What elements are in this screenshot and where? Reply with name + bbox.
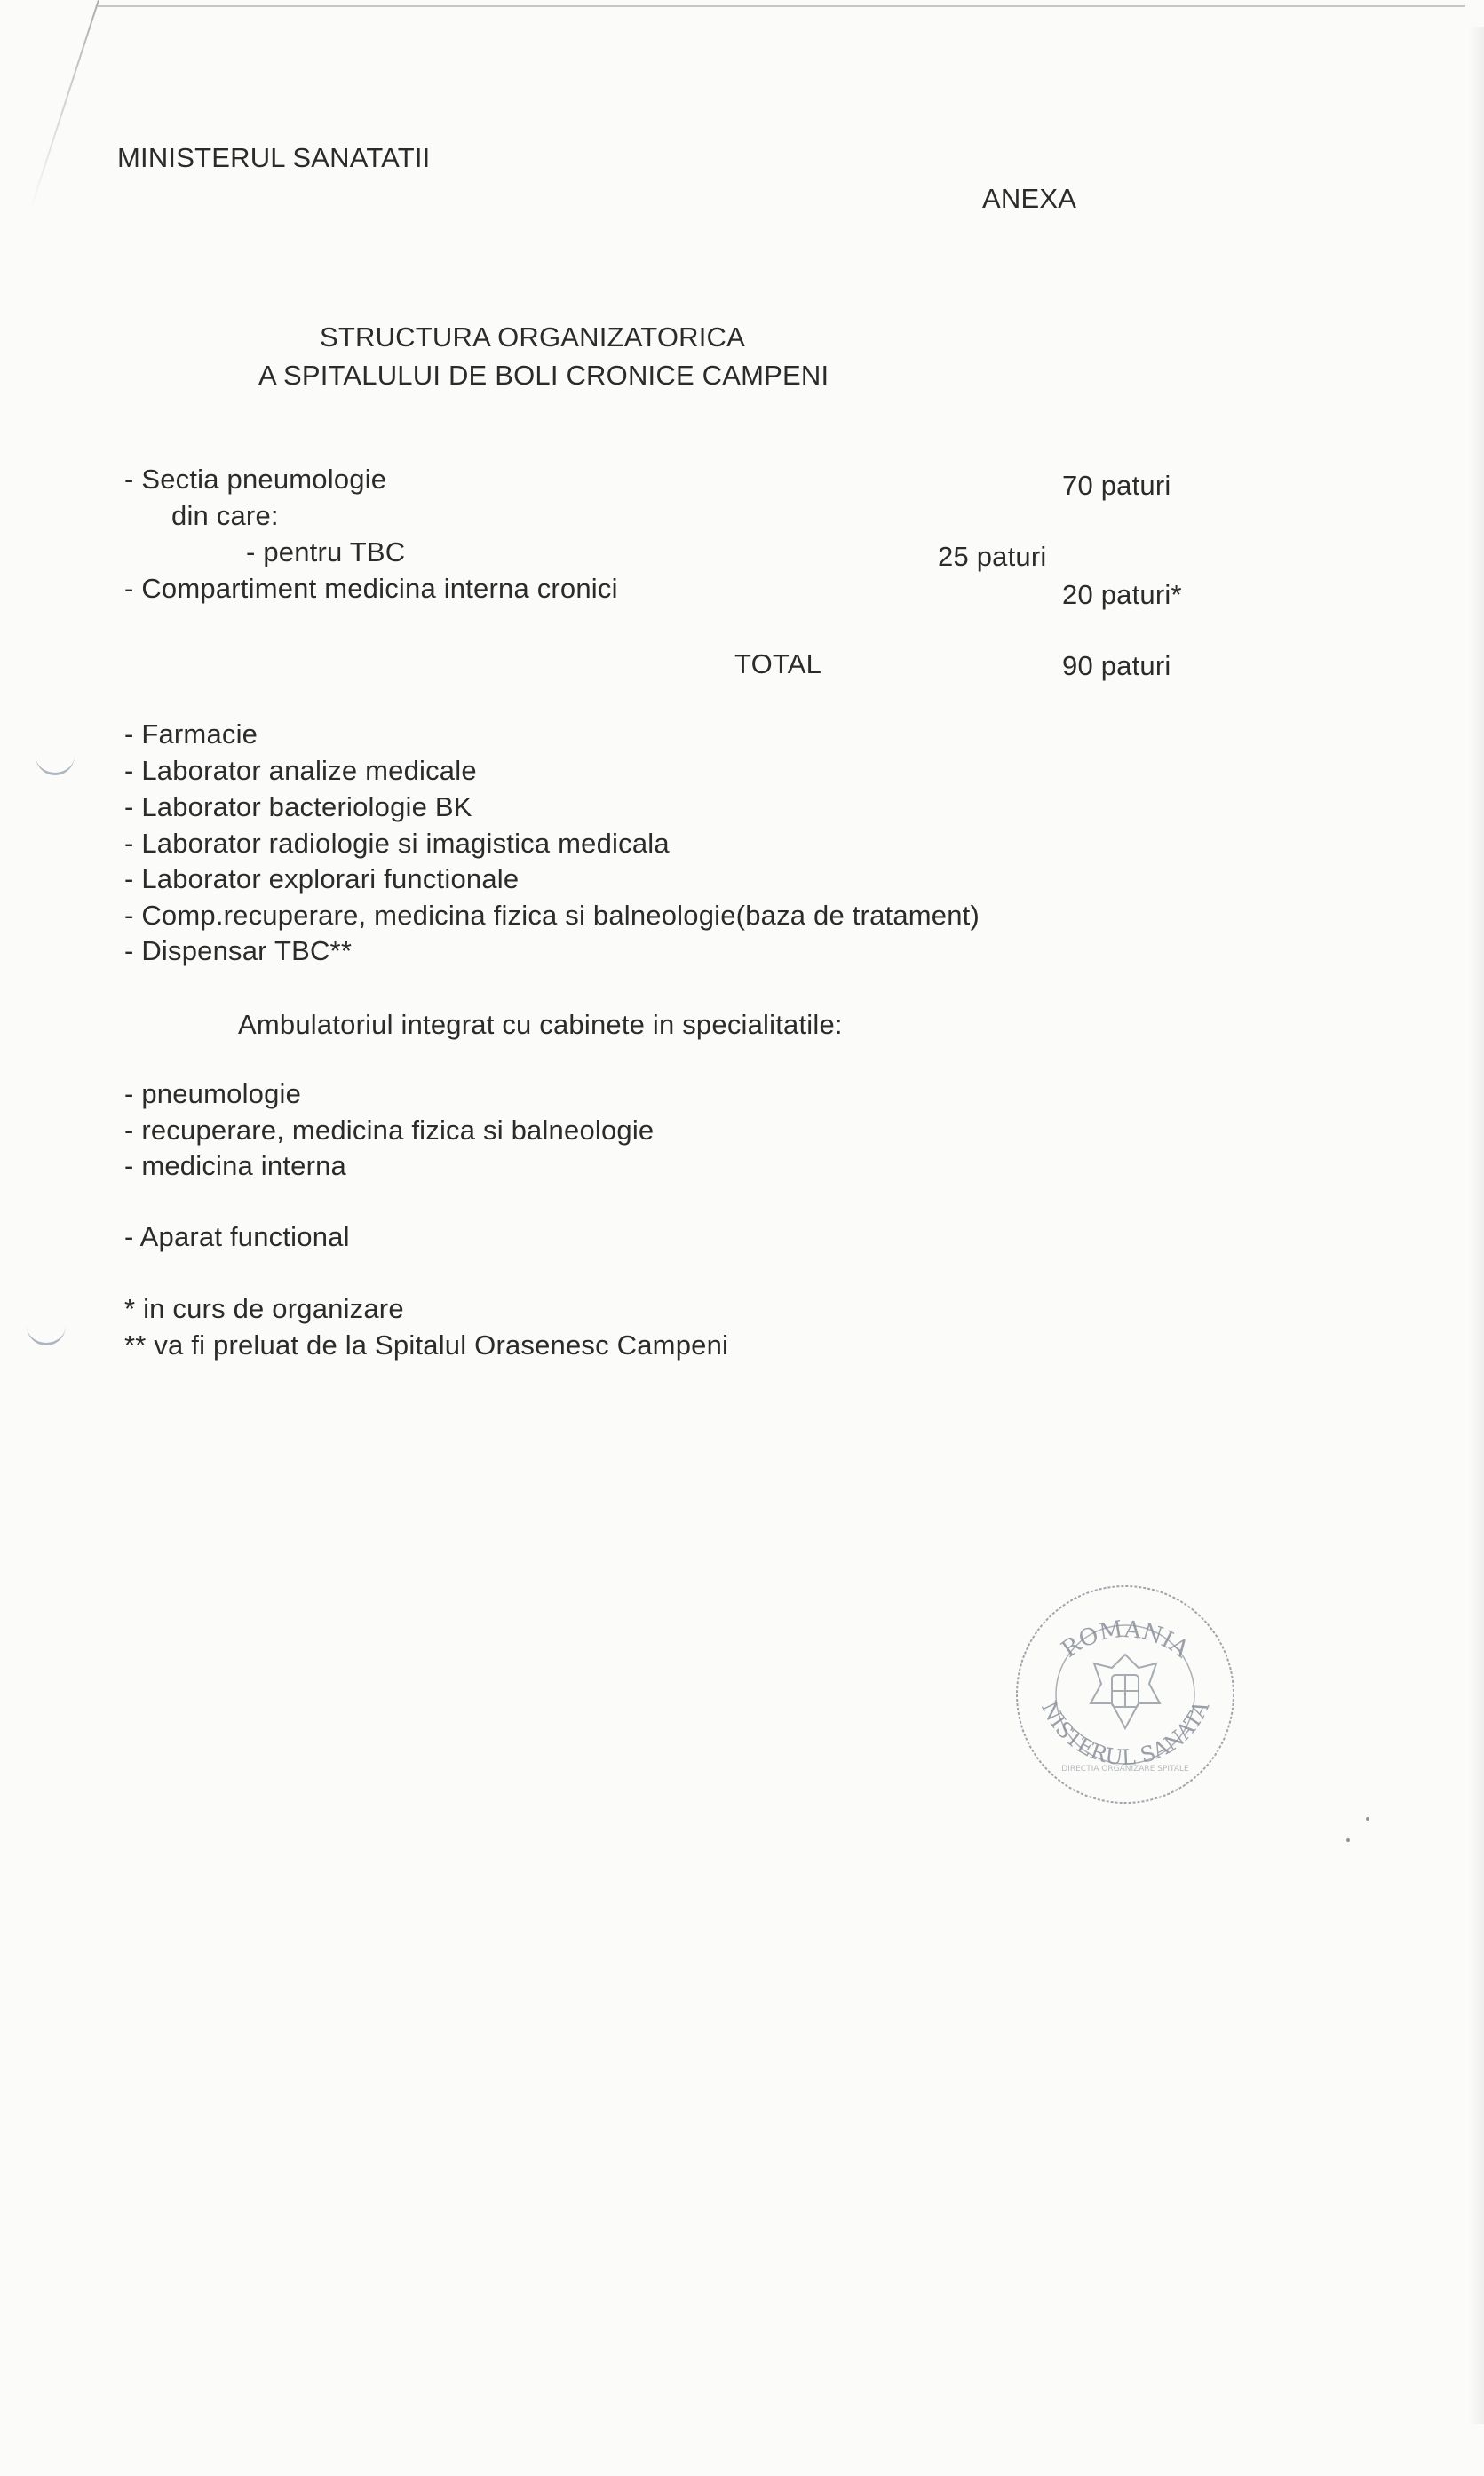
annex-label: ANEXA <box>982 183 1077 214</box>
department-comp-recuperare: - Comp.recuperare, medicina fizica si balneologie(baza de tratament) <box>124 900 980 931</box>
sectia-pneumologie-label: - Sectia pneumologie <box>124 464 387 495</box>
department-laborator-analize: - Laborator analize medicale <box>124 755 477 786</box>
stamp-inner-text: DIRECTIA ORGANIZARE SPITALE <box>1061 1765 1189 1774</box>
compartiment-beds: 20 paturi* <box>1062 579 1182 610</box>
ambulatory-medicina-interna: - medicina interna <box>124 1150 346 1181</box>
department-laborator-explorari: - Laborator explorari functionale <box>124 863 520 894</box>
stamp-bottom-text: NISTERUL SANATA <box>1036 1697 1214 1771</box>
stamp-seal-icon <box>1005 1570 1245 1810</box>
ambulatory-pneumologie: - pneumologie <box>124 1078 302 1109</box>
title-line-2: A SPITALULUI DE BOLI CRONICE CAMPENI <box>258 360 829 391</box>
coat-of-arms-icon <box>1091 1655 1160 1728</box>
department-farmacie: - Farmacie <box>124 718 258 750</box>
ambulatory-heading: Ambulatoriul integrat cu cabinete in specialitatile: <box>238 1009 843 1040</box>
aparat-functional: - Aparat functional <box>124 1221 350 1252</box>
ambulatory-recuperare: - recuperare, medicina fizica si balneologie <box>124 1115 655 1146</box>
din-care-label: din care: <box>171 500 279 531</box>
sectia-pneumologie-beds: 70 paturi <box>1062 470 1171 501</box>
punch-hole-mark <box>27 1321 66 1345</box>
scan-speck <box>1366 1817 1369 1821</box>
scan-speck <box>1346 1838 1350 1842</box>
scan-right-shadow <box>1468 27 1484 2424</box>
ministry-header: MINISTERUL SANATATII <box>117 142 431 173</box>
compartiment-label: - Compartiment medicina interna cronici <box>124 573 618 604</box>
svg-text:MINISTERUL SANATATII <box>1005 1570 1214 1770</box>
total-beds: 90 paturi <box>1062 650 1171 681</box>
official-stamp <box>1005 1570 1245 1810</box>
department-laborator-radiologie: - Laborator radiologie si imagistica medicala <box>124 828 670 859</box>
footnote-2: ** va fi preluat de la Spitalul Orasenesc Campeni <box>124 1329 729 1361</box>
department-laborator-bacteriologie: - Laborator bacteriologie BK <box>124 791 472 822</box>
svg-text:ROMANIA <box>1057 1616 1194 1664</box>
tbc-label: - pentru TBC <box>246 536 406 567</box>
scan-top-edge <box>98 5 1465 7</box>
scan-left-edge <box>29 0 99 211</box>
title-line-1: STRUCTURA ORGANIZATORICA <box>320 321 746 353</box>
tbc-beds: 25 paturi <box>938 541 1047 572</box>
stamp-top-text: ROMANIA <box>1057 1615 1194 1663</box>
department-dispensar-tbc: - Dispensar TBC** <box>124 935 353 966</box>
footnote-1: * in curs de organizare <box>124 1293 404 1324</box>
total-label: TOTAL <box>734 648 822 679</box>
punch-hole-mark <box>36 751 75 775</box>
